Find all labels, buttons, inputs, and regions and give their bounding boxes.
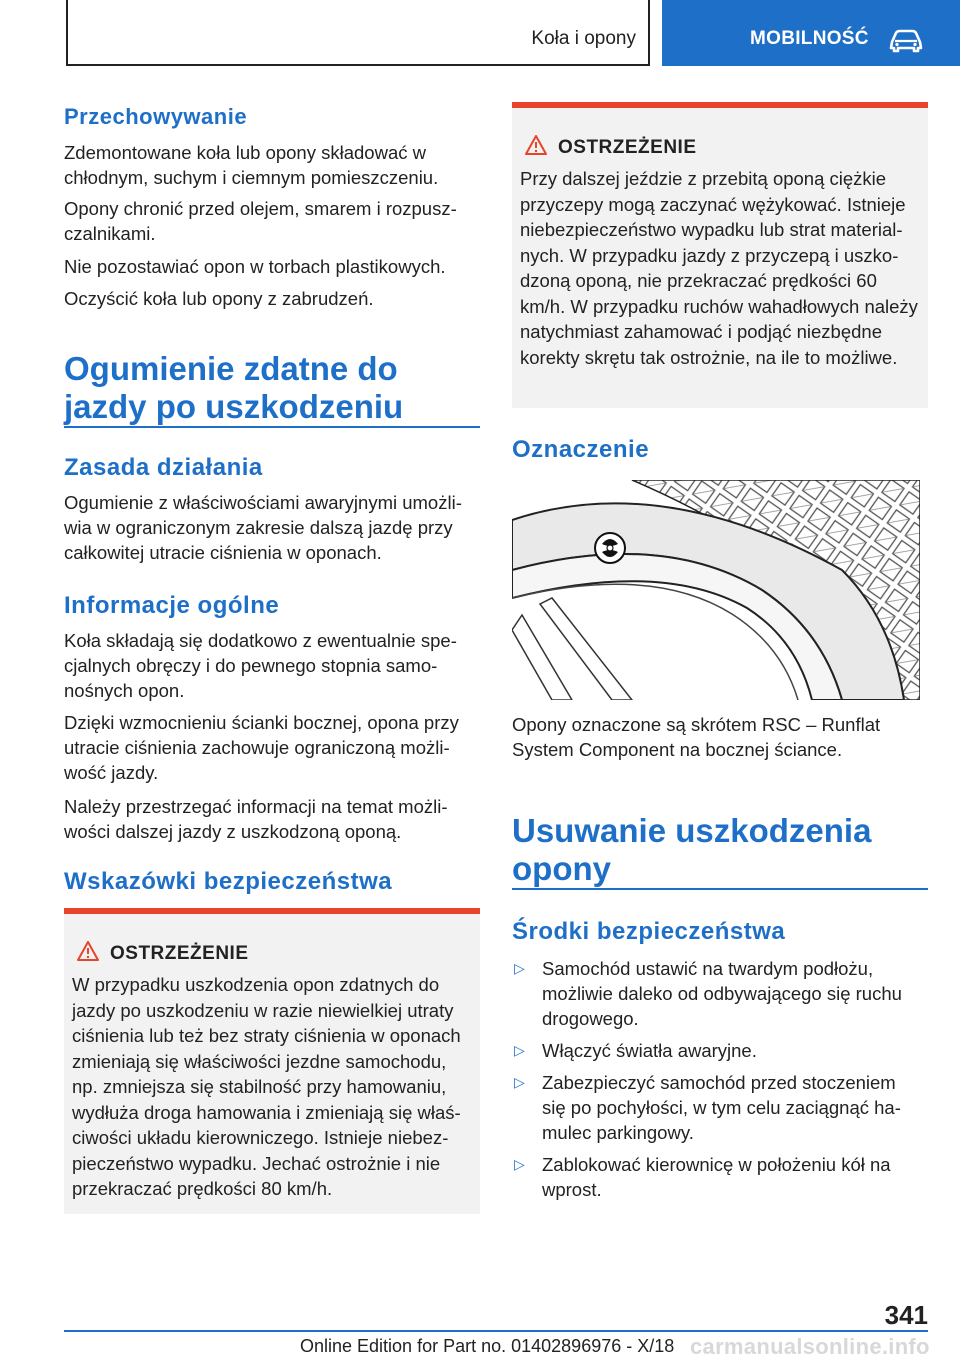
header-bottom-line — [66, 64, 650, 66]
storage-paragraph-4: Oczyścić koła lub opony z zabrudzeń. — [64, 288, 374, 309]
step-text: Zablokować kierownicę w położeniu kół na wprost. — [542, 1154, 891, 1200]
warning-title: OSTRZEŻENIE — [110, 943, 249, 964]
header-chapter-tab[interactable] — [662, 0, 960, 66]
general-paragraph-2: Dzięki wzmocnieniu ścianki bocznej, opona przy utracie ciśnienia zachowuje ograniczoną możliwość jazdy. — [64, 712, 459, 783]
page-number: 341 — [884, 1300, 928, 1330]
marking-heading: Oznaczenie — [512, 436, 650, 463]
storage-paragraph-2: Opony chronić przed olejem, smarem i rozpuszczalnikami. — [64, 198, 457, 244]
warning-text: W przypadku uszkodzenia opon zdatnych do jazdy po uszkodzeniu w razie niewielkiej utraty ciśnienia lub też bez straty ciśnienia w oponach zmieniają się właściwości jezdne samochodu, np. zmniejsza się stabilność przy hamowaniu, wydłuża droga hamowania i zmieniają się właściwości układu kierowniczego. Istnieje niebezpieczeństwo wypadku. Jechać ostrożnie i nie przekraczać prędkości 80 km/h. — [72, 974, 461, 1199]
section-heading-repair: Usuwanie uszkodzenia opony — [512, 812, 872, 887]
car-icon — [888, 26, 924, 54]
marking-paragraph: Opony oznaczone są skrótem RSC – Runflat System Component na bocznej ściance. — [512, 714, 881, 760]
section-rule — [64, 426, 480, 428]
measures-heading: Środki bezpieczeństwa — [512, 918, 786, 945]
principle-heading: Zasada działania — [64, 454, 263, 481]
rsc-symbol — [595, 533, 625, 563]
header-section-title: Koła i opony — [531, 28, 636, 49]
storage-paragraph-3: Nie pozostawiać opon w torbach plastikowych. — [64, 256, 446, 277]
step-text: Włączyć światła awaryjne. — [542, 1040, 757, 1061]
chapter-label: MOBILNOŚĆ — [750, 28, 869, 49]
page-header — [0, 0, 960, 66]
tire-sidewall-illustration — [512, 480, 920, 700]
bullet-arrow-icon: ▷ — [514, 1156, 525, 1172]
principle-paragraph: Ogumienie z właściwościami awaryjnymi umożliwia w ograniczonym zakresie dalszą jazdę przy całkowitej utracie ciśnienia w oponach. — [64, 492, 462, 563]
warning-triangle-icon — [76, 940, 100, 962]
header-left-line — [66, 0, 68, 66]
warning-triangle-icon — [524, 134, 548, 156]
warning-box-runflat — [64, 908, 480, 1214]
header-right-line — [648, 0, 650, 66]
safety-heading: Wskazówki bezpieczeństwa — [64, 868, 393, 895]
footer-rule — [64, 1330, 928, 1332]
step-text: Zabezpieczyć samochód przed stoczeniem się po pochyłości, w tym celu zaciągnąć hamulec parkingowy. — [542, 1072, 901, 1143]
storage-paragraph-1: Zdemontowane koła lub opony składować w chłodnym, suchym i ciemnym pomieszczeniu. — [64, 142, 439, 188]
section-heading-runflat: Ogumienie zdatne do jazdy po uszkodzeniu — [64, 350, 404, 425]
warning-text: Przy dalszej jeździe z przebitą oponą ciężkie przyczepy mogą zaczynać wężykować. Istnieje niebezpieczeństwo wypadku lub strat materialnych. W przypadku jazdy z przyczepą i uszkodzoną oponą, nie przekraczać prędkości 60 km/h. W przypadku ruchów wahadłowych należy natychmiast zahamować i podjąć niezbędne korekty skrętu tak ostrożnie, na ile to możliwe. — [520, 168, 918, 368]
bullet-arrow-icon: ▷ — [514, 960, 525, 976]
footer-edition: Online Edition for Part no. 01402896976 - X/18 — [300, 1336, 675, 1356]
step-text: Samochód ustawić na twardym podłożu, możliwie daleko od odbywającego się ruchu drogowego. — [542, 958, 902, 1029]
storage-heading: Przechowywanie — [64, 104, 248, 129]
bullet-arrow-icon: ▷ — [514, 1074, 525, 1090]
bullet-arrow-icon: ▷ — [514, 1042, 525, 1058]
section-rule — [512, 888, 928, 890]
footer-watermark: carmanualsonline.info — [690, 1334, 930, 1359]
warning-title: OSTRZEŻENIE — [558, 137, 697, 158]
general-heading: Informacje ogólne — [64, 592, 280, 619]
warning-box-trailer — [512, 102, 928, 408]
general-paragraph-3: Należy przestrzegać informacji na temat możliwości dalszej jazdy z uszkodzoną oponą. — [64, 796, 448, 842]
general-paragraph-1: Koła składają się dodatkowo z ewentualnie specjalnych obręczy i do pewnego stopnia samonośnych opon. — [64, 630, 457, 701]
